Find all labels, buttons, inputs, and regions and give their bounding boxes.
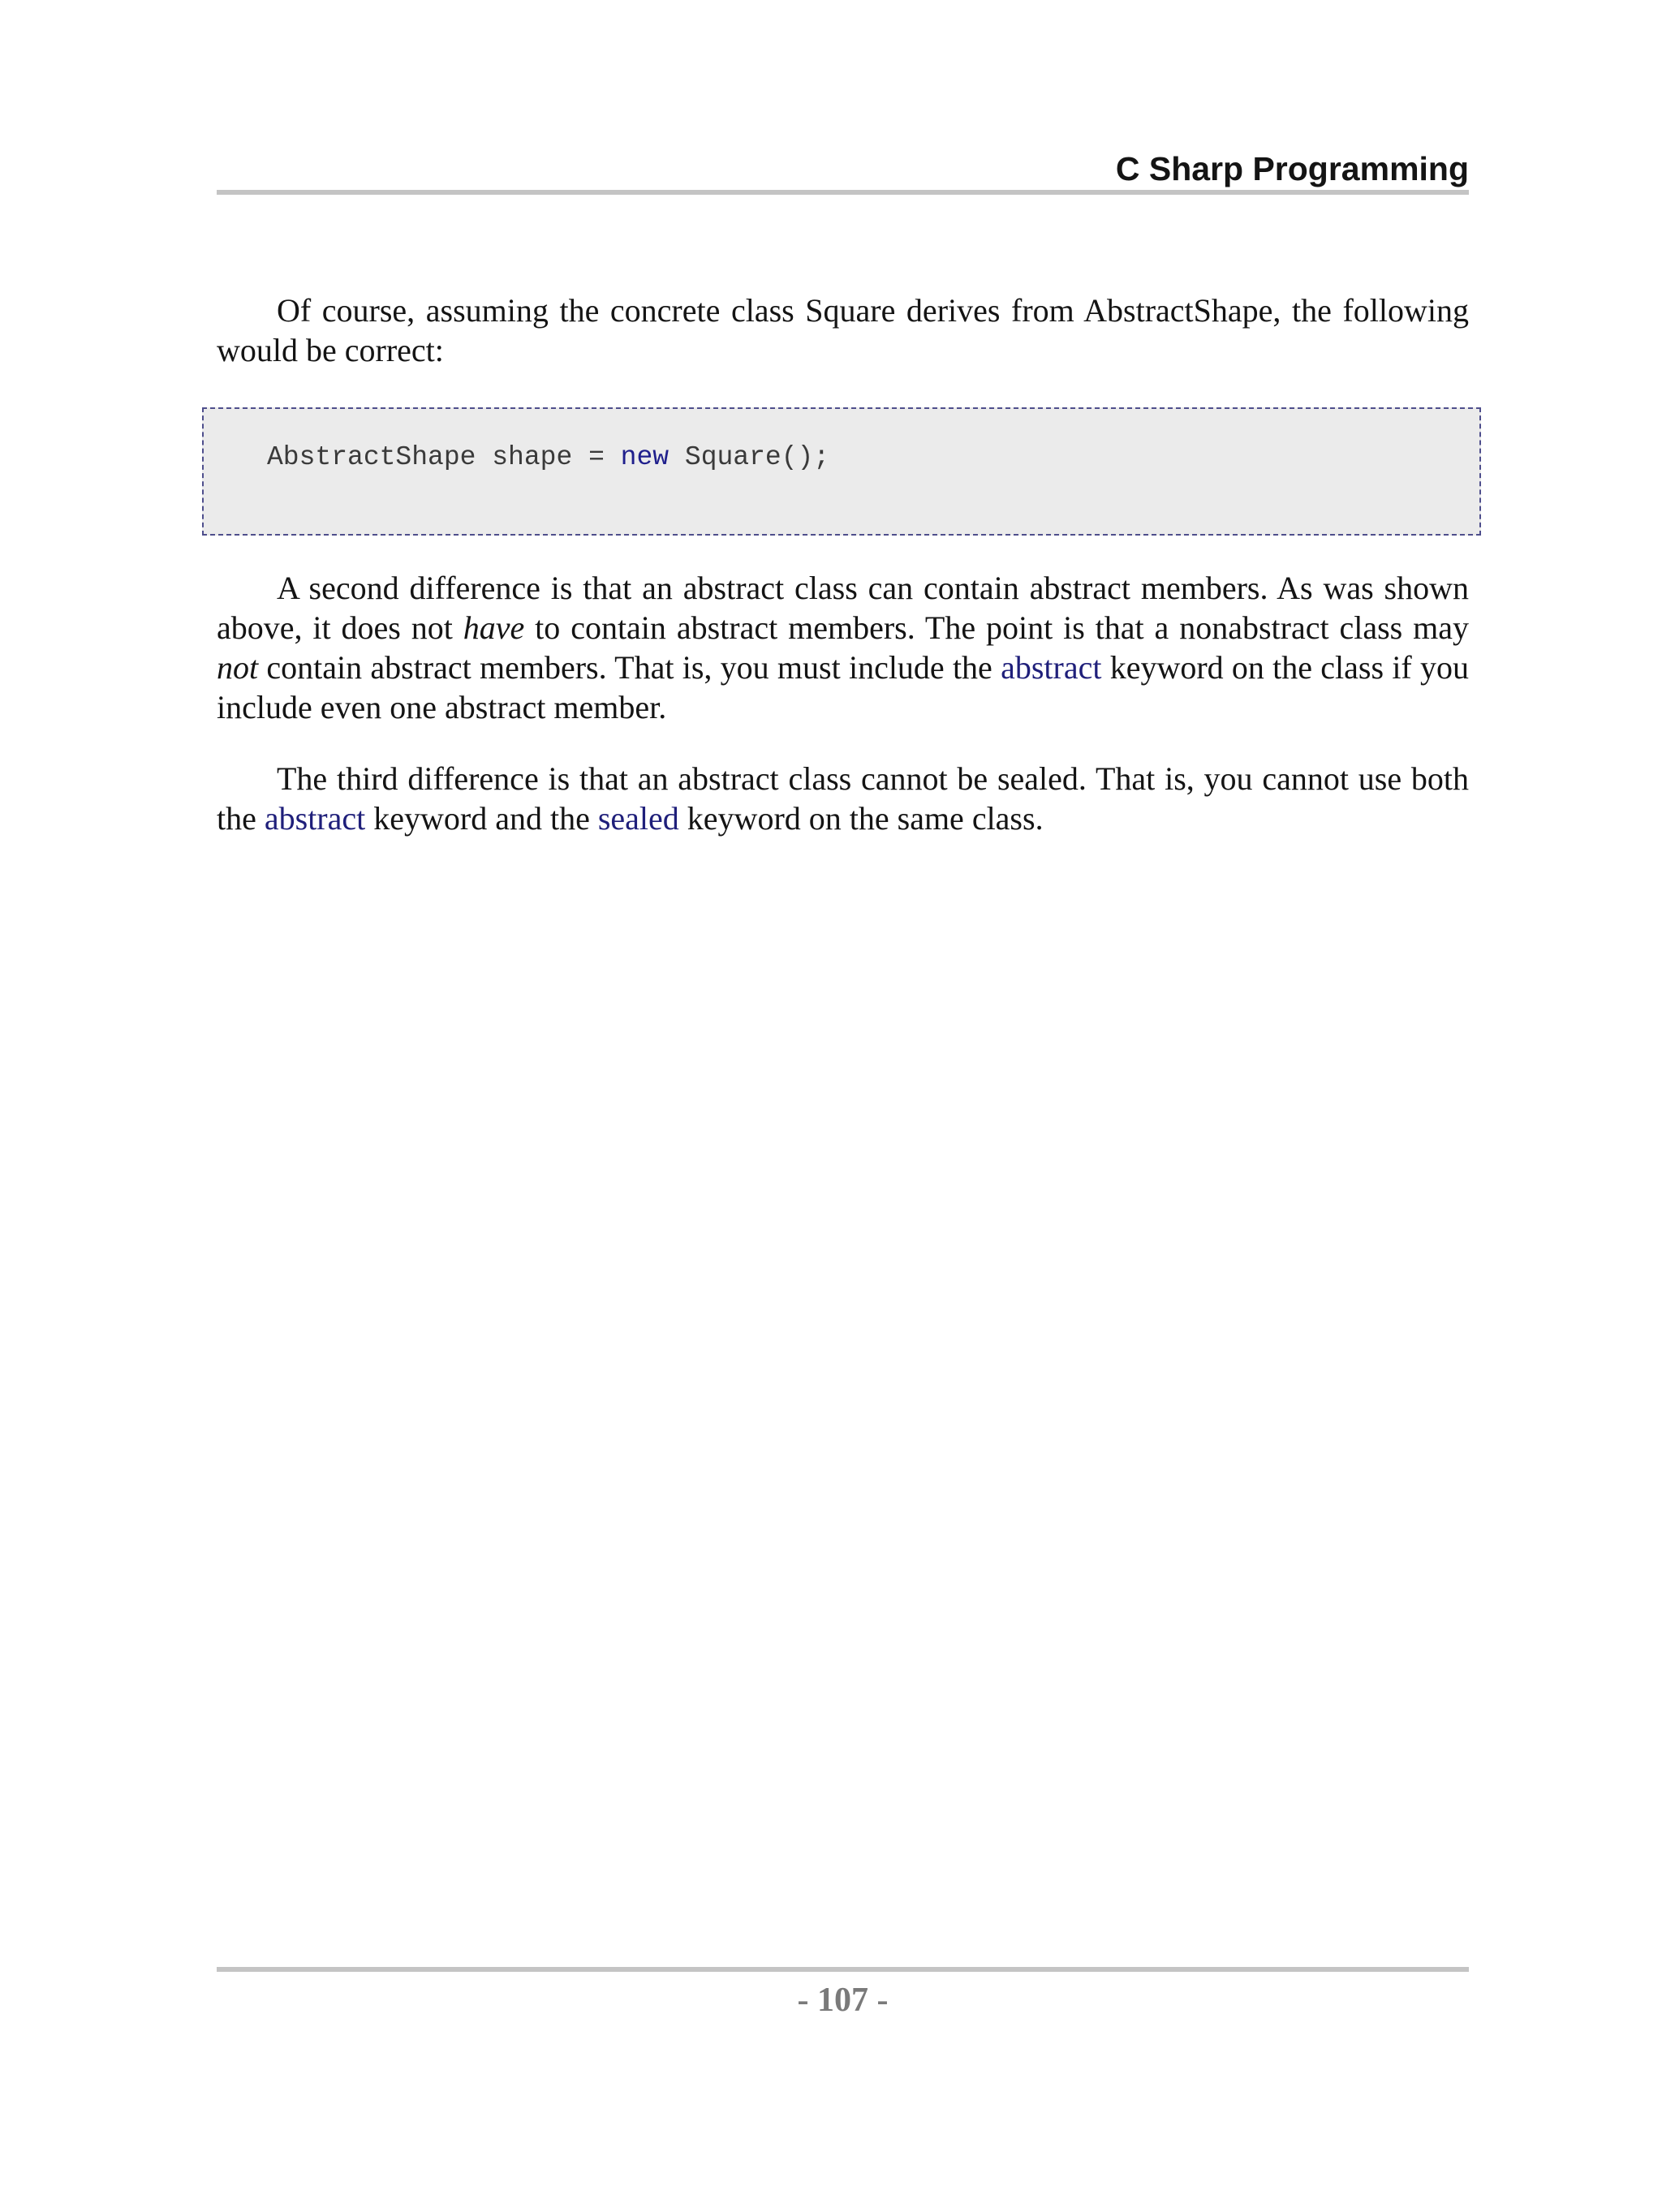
header-title: C Sharp Programming — [1115, 150, 1469, 187]
footer-rule — [217, 1967, 1469, 1972]
paragraph-third-difference — [217, 759, 1469, 838]
p3-text-3: keyword on the same class. — [678, 800, 1044, 837]
page-number: - 107 - — [797, 1982, 889, 2019]
code-text-end: Square(); — [669, 442, 830, 472]
p2-text-2: to contain abstract members. The point is that a nonabstract class may — [524, 609, 1469, 646]
p2-text-1: A second difference is that an abstract class can contain abstract members. As was shown above, it does not — [217, 570, 1469, 646]
paragraph-second-difference — [217, 568, 1469, 727]
body-text — [217, 290, 1469, 370]
paragraph-intro: Of course, assuming the concrete class Square derives from AbstractShape, the following would be correct: — [217, 292, 1469, 368]
code-block — [202, 407, 1481, 536]
p2-text-4: keyword on the class if you include even one abstract member. — [217, 649, 1470, 725]
p3-keyword-abstract: abstract — [264, 800, 366, 837]
p3-text-1: The third difference is that an abstract class cannot be sealed. That is, you cannot use both the — [217, 760, 1469, 837]
page-header — [217, 144, 1469, 195]
p2-text-3: contain abstract members. That is, you must include the — [258, 649, 1001, 686]
code-keyword-new: new — [620, 442, 670, 472]
code-line — [267, 441, 829, 474]
p2-emphasis-have: have — [463, 609, 525, 646]
p2-keyword-abstract: abstract — [1001, 649, 1102, 686]
p2-emphasis-not: not — [217, 649, 259, 686]
p3-keyword-sealed: sealed — [597, 800, 679, 837]
code-text-start: AbstractShape shape = — [267, 442, 621, 472]
p3-text-2: keyword and the — [365, 800, 598, 837]
